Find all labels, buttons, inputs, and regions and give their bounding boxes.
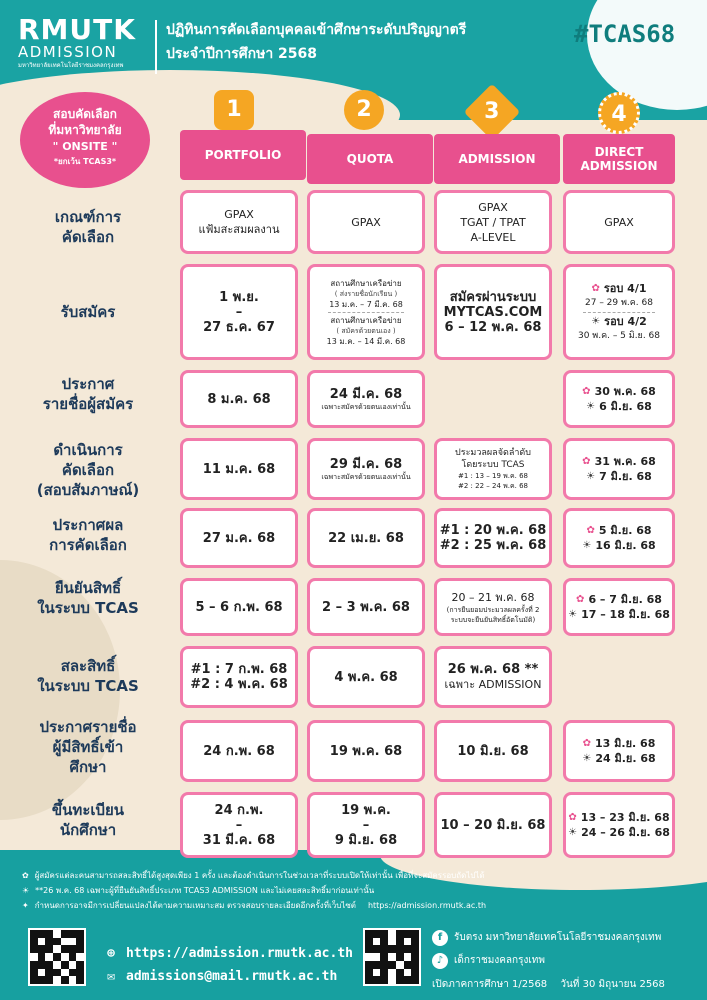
round-2-number-badge: 2 [344,90,384,130]
cell-text: GPAX [604,215,634,229]
cell-date: 17 – 18 มิ.ย. 68 [581,608,670,621]
cell-date: 30 พ.ค. – 5 มิ.ย. 68 [577,330,661,341]
cell-text: 9 มิ.ย. 68 [334,832,398,848]
tiktok-contact[interactable] [432,953,545,969]
onsite-line-1: สอบคัดเลือก [53,107,117,121]
footnote-text: ผู้สมัครแต่ละคนสามารถสละสิทธิ์ได้สูงสุดเพียง 1 ครั้ง และต้องดำเนินการในช่วงเวลาที่ระบบเปิดให้เท่านั้น เพื่อที่จะสมัครรอบถัดไปได้ [34,871,485,880]
cell-date: 13 มิ.ย. 68 [595,737,656,750]
cell-date: 7 มิ.ย. 68 [599,470,652,483]
cell-text: TGAT / TPAT [460,215,526,229]
facebook-icon: f [432,930,448,946]
cell-results-admission [434,508,552,568]
cell-eligible-admission [434,720,552,782]
cell-text: 10 มิ.ย. 68 [457,743,529,759]
onsite-badge [20,92,150,188]
cell-text: 8 ม.ค. 68 [207,391,271,407]
cell-application-direct [563,264,675,360]
cell-date: 30 พ.ค. 68 [594,385,656,398]
row-label-criteria: เกณฑ์การ คัดเลือก [54,208,122,246]
term-label: เปิดภาคการศึกษา 1/2568 [432,979,548,990]
page-title [166,18,466,66]
footnote-text: กำหนดการอาจมีการเปลี่ยนแปลงได้ตามความเหมาะสม ตรวจสอบรายละเอียดอีกครั้งที่เว็บไซต์ [34,901,356,910]
onsite-line-2: ที่มหาวิทยาลัย [48,123,122,137]
footnote [22,898,692,913]
cell-text: 4 พ.ค. 68 [334,669,398,685]
cell-criteria-admission [434,190,552,254]
cell-selection-admission [434,438,552,500]
column-header-direct-admission: DIRECT ADMISSION [563,134,675,184]
sun-icon: ☀ [568,827,578,838]
cell-registration-direct [563,792,675,858]
footnote [22,883,692,898]
cell-text: สถานศึกษาเครือข่าย [330,278,402,288]
onsite-line-4: *ยกเว้น TCAS3* [53,157,117,166]
tcas-hashtag: #TCAS68 [574,20,676,48]
cell-text: 24 ก.พ. 68 [203,743,275,759]
cell-date: 27 – 29 พ.ค. 68 [585,297,653,308]
cell-text: #2 : 4 พ.ค. 68 [190,677,288,692]
cell-criteria-portfolio [180,190,298,254]
cell-note: ( ส่งรายชื่อนักเรียน ) [334,289,398,298]
cell-text: #2 : 25 พ.ค. 68 [439,538,547,553]
cell-text: GPAX [351,215,381,229]
cell-date: #2 : 22 – 24 พ.ค. 68 [458,482,528,490]
column-header-portfolio: PORTFOLIO [180,130,306,180]
tiktok-account-name[interactable]: เด็กราชมงคลกรุงเทพ [454,955,545,966]
cell-eligible-portfolio [180,720,298,782]
sun-icon: ☀ [568,609,578,620]
cell-date: 13 ม.ค. – 7 มี.ค. 68 [329,299,403,309]
cell-date: 16 มิ.ย. 68 [595,539,656,552]
cell-applicant-list-direct [563,370,675,428]
cell-confirm-direct [563,578,675,636]
column-header-admission: ADMISSION [434,134,560,184]
cell-confirm-quota [307,578,425,636]
cell-application-portfolio [180,264,298,360]
website-link[interactable]: https://admission.rmutk.ac.th [126,946,353,961]
cell-criteria-quota [307,190,425,254]
facebook-contact[interactable] [432,930,661,946]
cell-date: #1 : 13 – 19 พ.ค. 68 [458,472,528,480]
column-header-quota: QUOTA [307,134,433,184]
cell-text: GPAX [478,200,508,214]
cell-text: สถานศึกษาเครือข่าย [330,315,402,325]
sun-icon: ☀ [22,886,30,895]
cell-date: 5 มิ.ย. 68 [598,524,652,537]
email-link[interactable]: admissions@mail.rmutk.ac.th [126,969,338,984]
facebook-page-name[interactable]: รับตรง มหาวิทยาลัยเทคโนโลยีราชมงคลกรุงเทพ [454,932,662,943]
tiktok-icon: ♪ [432,953,448,969]
cell-text: เฉพาะ ADMISSION [444,678,542,691]
cell-eligible-quota [307,720,425,782]
cell-text: 1 พ.ย. [219,289,259,305]
cell-criteria-direct [563,190,675,254]
cell-note: ระบบจะยืนยันสิทธิ์อัตโนมัติ) [450,615,536,624]
cell-applicant-list-portfolio [180,370,298,428]
round-1-number-badge: 1 [214,90,254,130]
flower-icon: ✿ [582,386,591,397]
cell-results-quota [307,508,425,568]
cell-text: – [235,304,243,320]
flower-icon: ✿ [591,282,600,294]
row-label-applicant-list: ประกาศ รายชื่อผู้สมัคร [42,375,134,413]
row-label-application: รับสมัคร [60,303,116,321]
qr-code-website [28,928,86,986]
cell-text: 24 ก.พ. [214,802,264,818]
logo-university-text: มหาวิทยาลัยเทคโนโลยีราชมงคลกรุงเทพ [18,62,124,69]
cell-text: #1 : 7 ก.พ. 68 [190,662,288,677]
cell-selection-portfolio [180,438,298,500]
cell-text: A-LEVEL [470,230,516,244]
globe-icon: ⊕ [107,946,115,961]
row-label-withdraw: สละสิทธิ์ ในระบบ TCAS [37,657,139,695]
cell-note: เฉพาะสมัครด้วยตนเองเท่านั้น [321,472,411,481]
cell-date: 6 – 7 มิ.ย. 68 [588,593,662,606]
cell-text: 2 – 3 พ.ค. 68 [322,599,410,615]
cell-withdraw-quota [307,646,425,708]
cell-note: เฉพาะสมัครด้วยตนเองเท่านั้น [321,402,411,411]
cell-text: โดยระบบ TCAS [461,460,525,470]
cell-text: สมัครผ่านระบบ [449,289,537,305]
cell-text: ประมวลผลจัดลำดับ [455,448,531,458]
row-label-confirm: ยืนยันสิทธิ์ ในระบบ TCAS [37,579,139,617]
footnote-text: **26 พ.ค. 68 เฉพาะผู้ที่ยืนยันสิทธิ์ประเภท TCAS3 ADMISSION และไม่เคยสละสิทธิ์มาก่อนเท่านั้น [35,886,375,895]
cell-note: ( สมัครด้วยตนเอง ) [336,326,396,335]
cell-results-direct [563,508,675,568]
row-label-eligible-list: ประกาศรายชื่อ ผู้มีสิทธิ์เข้า ศึกษา [39,718,137,776]
cell-text: 31 มี.ค. 68 [202,832,276,848]
cell-results-portfolio [180,508,298,568]
cell-text: 6 – 12 พ.ค. 68 [444,319,542,335]
onsite-line-3: " ONSITE " [52,140,118,153]
divider [583,312,654,313]
logo-mark: RMUTK [18,13,136,46]
cell-application-admission [434,264,552,360]
cell-text: #1 : 20 พ.ค. 68 [439,523,547,538]
row-label-selection: ดำเนินการ คัดเลือก (สอบสัมภาษณ์) [36,441,140,499]
bulb-icon: ✦ [22,901,29,910]
cell-text: 19 พ.ค. [341,802,391,818]
term-date: วันที่ 30 มิถุนายน 2568 [560,979,665,990]
website-contact[interactable] [102,946,353,961]
cell-confirm-portfolio [180,578,298,636]
flower-icon: ✿ [568,812,577,823]
cell-applicant-list-quota [307,370,425,428]
cell-date: 13 – 23 มิ.ย. 68 [580,811,670,824]
envelope-icon: ✉ [107,969,115,984]
footnote-url[interactable]: https://admission.rmutk.ac.th [367,901,487,910]
row-label-results: ประกาศผล การคัดเลือก [49,516,127,554]
cell-selection-quota [307,438,425,500]
sun-icon: ☀ [582,753,592,764]
cell-withdraw-portfolio [180,646,298,708]
rmutk-logo [18,13,148,76]
cell-text: 27 ธ.ค. 67 [203,319,275,335]
cell-text: 27 ม.ค. 68 [202,530,276,546]
cell-text: GPAX [224,208,254,221]
cell-date: 24 – 26 มิ.ย. 68 [581,826,670,839]
cell-date: 24 มิ.ย. 68 [595,752,656,765]
header-divider [155,20,157,74]
round-4-number-badge: 4 [598,92,640,134]
footnotes [22,868,692,913]
title-line-2: ประจำปีการศึกษา 2568 [166,46,318,62]
cell-text: MYTCAS.COM [443,304,543,320]
semester-start [432,977,665,992]
cell-withdraw-admission [434,646,552,708]
cell-text: – [235,817,243,833]
sun-icon: ☀ [591,315,601,327]
cell-date: 6 มิ.ย. 68 [599,400,652,413]
flower-icon: ✿ [576,594,585,605]
title-line-1: ปฏิทินการคัดเลือกบุคคลเข้าศึกษาระดับปริญญาตรี [166,22,467,38]
cell-application-quota [307,264,425,360]
cell-text: รอบ 4/1 [603,281,647,295]
cell-text: 5 – 6 ก.พ. 68 [195,599,283,615]
footnote [22,868,692,883]
cell-selection-direct [563,438,675,500]
cell-text: แฟ้มสะสมผลงาน [198,223,280,236]
cell-confirm-admission [434,578,552,636]
cell-date: 13 ม.ค. – 14 มี.ค. 68 [326,336,406,346]
logo-admission-text: ADMISSION [18,43,118,61]
cell-text: – [362,817,370,833]
cell-date: 31 พ.ค. 68 [594,455,656,468]
row-label-registration: ขึ้นทะเบียน นักศึกษา [51,801,125,839]
cell-date: 24 มี.ค. 68 [329,386,403,402]
sun-icon: ☀ [586,471,596,482]
cell-text: 22 เม.ย. 68 [328,530,404,546]
cell-date: 29 มี.ค. 68 [329,456,403,472]
cell-eligible-direct [563,720,675,782]
cell-note: (การยืนยอมประมวลผลครั้งที่ 2 [446,605,540,614]
cell-text: 10 – 20 มิ.ย. 68 [440,817,546,833]
cell-text: 19 พ.ค. 68 [329,743,403,759]
sun-icon: ☀ [586,401,596,412]
cell-text: 11 ม.ค. 68 [202,461,276,477]
flower-icon: ✿ [586,525,595,536]
qr-code-social [363,928,421,986]
flower-icon: ✿ [582,456,591,467]
cell-text: 26 พ.ค. 68 ** [447,662,539,677]
flower-icon: ✿ [22,871,29,880]
cell-registration-quota [307,792,425,858]
cell-text: รอบ 4/2 [604,314,647,328]
cell-registration-portfolio [180,792,298,858]
sun-icon: ☀ [582,540,592,551]
cell-registration-admission [434,792,552,858]
email-contact[interactable] [102,969,337,984]
round-3-number-badge: 3 [464,84,521,141]
flower-icon: ✿ [582,738,592,749]
cell-date: 20 – 21 พ.ค. 68 [451,590,535,604]
divider [328,312,404,313]
